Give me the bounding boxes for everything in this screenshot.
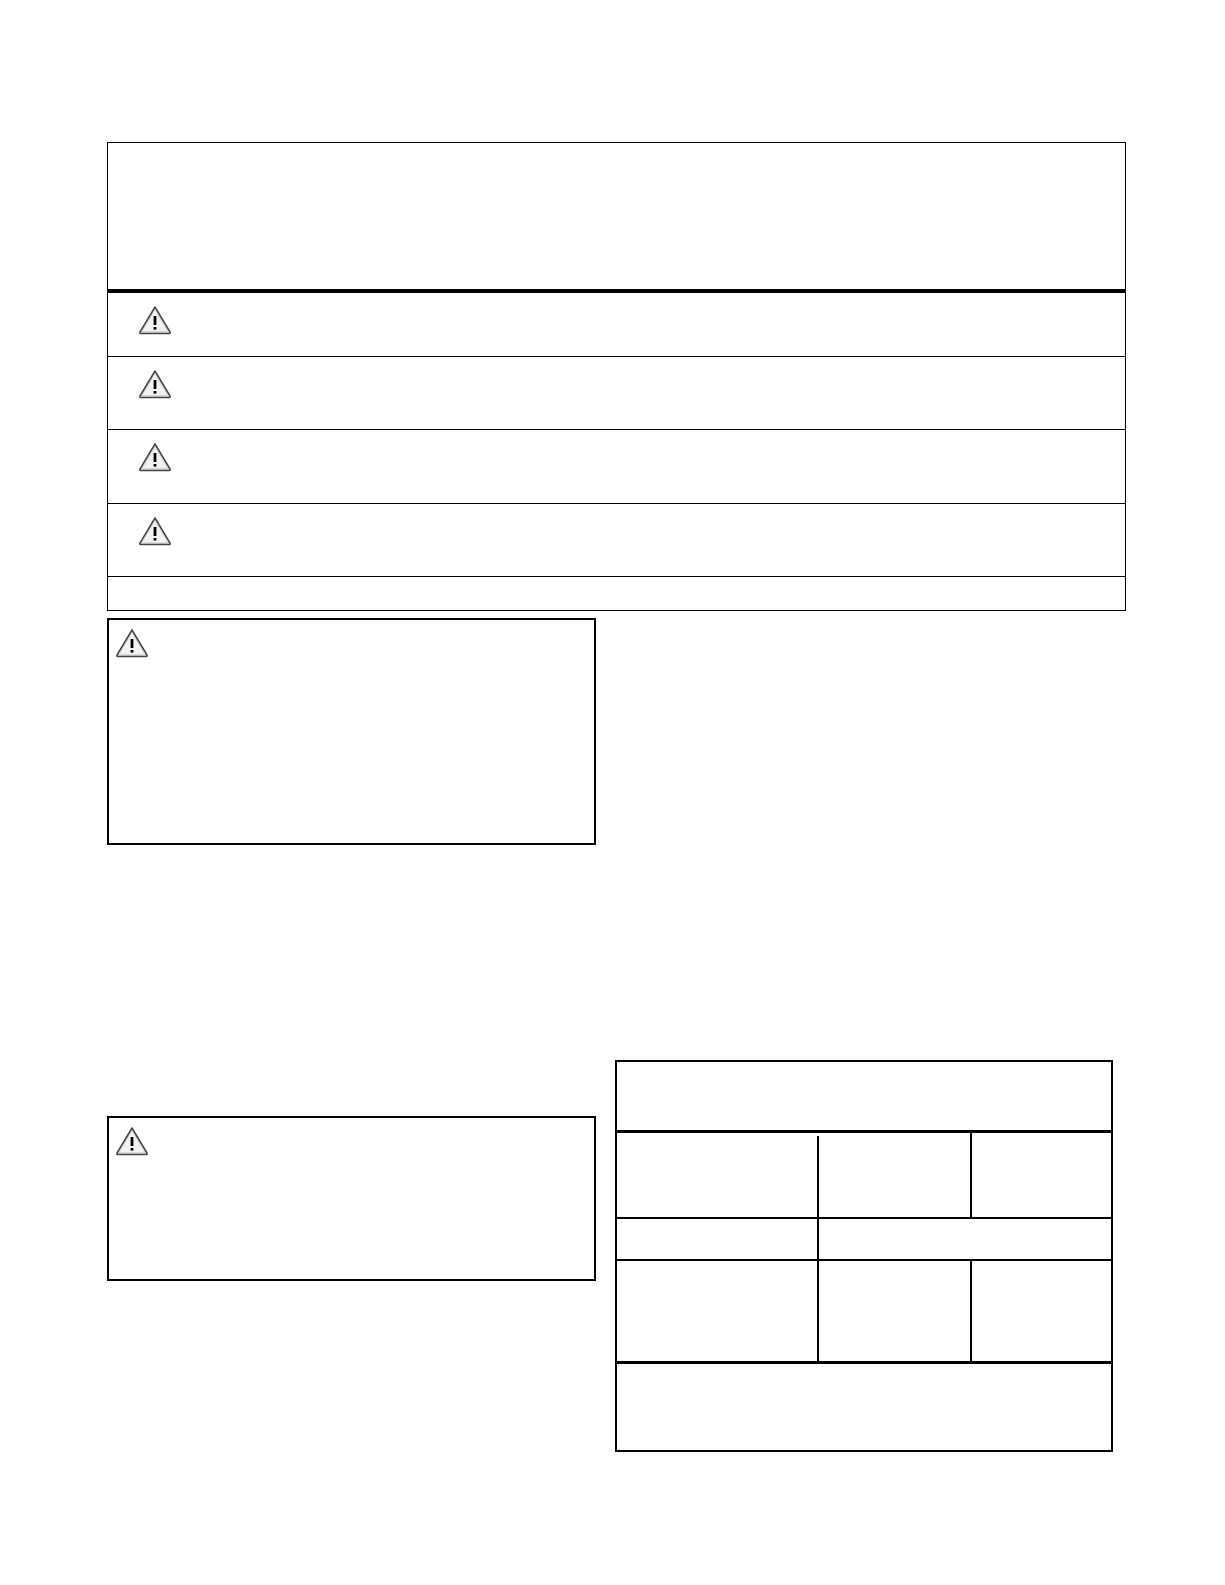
table-rule	[617, 1217, 1111, 1219]
warning-triangle-icon	[138, 516, 172, 546]
warning-row	[108, 293, 1125, 357]
warning-triangle-icon	[138, 305, 172, 335]
warning-triangle-icon	[115, 628, 149, 658]
warning-triangle-icon	[138, 442, 172, 472]
warning-triangle-icon	[115, 1126, 149, 1156]
table-rule	[617, 1259, 1111, 1261]
table-rule	[617, 1130, 1111, 1133]
warning-row	[108, 430, 1125, 504]
table-rule	[970, 1132, 972, 1218]
table-rule	[817, 1136, 819, 1218]
caution-box	[107, 1116, 596, 1281]
warning-row	[108, 357, 1125, 430]
warnings-table-header	[108, 143, 1125, 293]
table-rule	[970, 1261, 972, 1361]
table-rule	[817, 1261, 819, 1361]
spec-table	[615, 1060, 1113, 1452]
caution-box	[107, 618, 596, 845]
warnings-table-footer	[108, 577, 1125, 610]
table-rule	[817, 1219, 819, 1259]
warnings-table	[107, 142, 1126, 611]
table-rule	[617, 1361, 1111, 1364]
warning-row	[108, 504, 1125, 577]
warning-triangle-icon	[138, 369, 172, 399]
